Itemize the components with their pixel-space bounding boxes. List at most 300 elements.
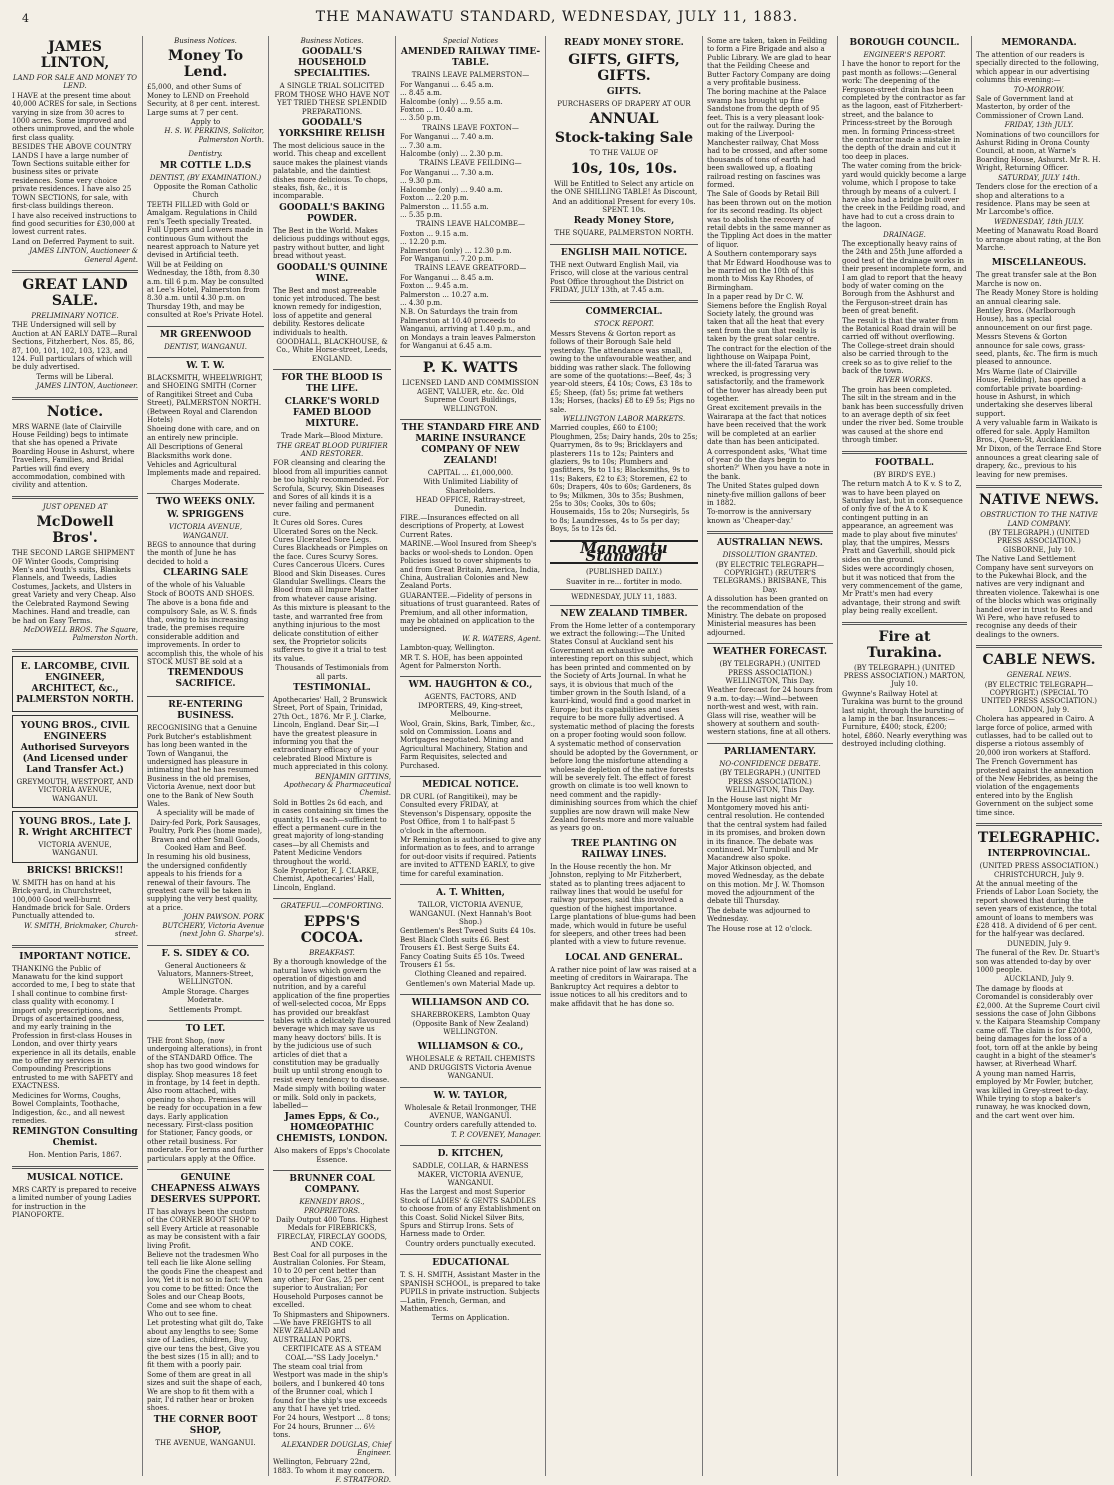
- ad-title: E. LARCOMBE, CIVIL ENGINEER, ARCHITECT, &c., PALMERSTON NORTH.: [16, 661, 134, 705]
- ad-title: TWO WEEKS ONLY.: [155, 497, 256, 508]
- article-subtitle: INTERPROVINCIAL.: [987, 849, 1091, 860]
- divider: [12, 496, 138, 499]
- ad-body: Daily Output 400 Tons. Highest Medals for FIREBRICKS, FIRECLAY, FIRECLAY GOODS, AND COKE.: [276, 1216, 388, 1250]
- ad-body: THANKING the Public of Manawatu for the kind support accorded to me, I beg to state that I shall continue to combine first-class quality with economy. I import only prescriptions, and Drugs of ascertained goodness, and my early training in the Profession in first-class Houses in London, and over thirty years experience in all its details, enable me to offer my services in Compounding Prescriptions entrusted to me with SAFETY and EXACTNESS.: [12, 964, 136, 1091]
- divider: [400, 1254, 541, 1255]
- ad-title: TO LET.: [185, 1023, 226, 1034]
- ad-title: GOODALL'S HOUSEHOLD SPECIALITIES.: [293, 47, 371, 80]
- article-title: LOCAL AND GENERAL.: [565, 952, 683, 963]
- article-parliamentary: [707, 747, 833, 933]
- ad-title: BRUNNER COAL COMPANY.: [289, 1174, 375, 1196]
- masthead-motto: Suaviter in re... fortiter in modo.: [566, 577, 682, 586]
- ad-body: TO THE VALUE OF: [589, 149, 659, 158]
- ad-title: WILLIAMSON AND CO.: [411, 998, 530, 1009]
- ad-heading: GOODALL'S YORKSHIRE RELISH: [278, 118, 386, 140]
- ad-body: GUARANTEE.—Fidelity of persons in situations of trust guaranteed. Rates of Premium, and all other information, may be obtained on application to the undersigned.: [400, 591, 540, 634]
- ad-subtitle: TAILOR, VICTORIA AVENUE, WANGANUI. (Next Hannah's Boot Shop.): [409, 901, 532, 926]
- divider: [147, 357, 264, 358]
- ad-address: VICTORIA AVENUE, WANGANUI.: [38, 840, 112, 858]
- dateline: WEDNESDAY, JULY 11, 1883.: [571, 593, 677, 602]
- timetable-heading: TRAINS LEAVE FOXTON—: [422, 123, 519, 132]
- ad-body: Wellington, February 22nd, 1883. To whom it may concern.: [273, 1458, 385, 1475]
- ad-body: THE Undersigned will sell by Auction at AN EARLY DATE—Rural Sections, Fitzherbert, Nos. 85, 86, 87, 100, 101, 102, 103, 123, and 124. Full particulars of which will be duly advertised.: [12, 321, 138, 372]
- timetable-row: For Wanganui ... 7.30 a.m.: [400, 168, 494, 177]
- ad-body: Gentlemen's Best Tweed Suits £4 10s. Best Black Cloth suits £6. Best Trousers £1. Best Serge Suits £4. Fancy Coating Suits £5 10s. Tweed Trousers £1 5s.: [400, 927, 536, 969]
- ad-brunner-coal: [273, 1174, 391, 1484]
- article-body: Mr Dixon, of the Terrace End Store announces a great clearing sale of drapery, &c., previous to his leaving for new premises.: [976, 445, 1102, 479]
- ad-corner-boot-shop: [147, 1173, 264, 1447]
- ad-address: THE AVENUE, WANGANUI.: [155, 1438, 256, 1447]
- ad-signature: W. SMITH, Brickmaker, Church-street.: [24, 921, 138, 939]
- column-2: [143, 36, 269, 1476]
- article-telegraphic: [976, 830, 1102, 1120]
- ad-title: WILLIAMSON & CO.,: [417, 1042, 524, 1053]
- ad-body: LICENSED LAND AND COMMISSION AGENT, VALUER, etc. &c. Old Supreme Court Buildings, WELLINGTON.: [402, 379, 539, 413]
- ad-subtitle: LAND FOR SALE AND MONEY TO LEND.: [12, 74, 137, 91]
- ad-body: To Shipmasters and Shipowners.—We have FREIGHTS to all NEW ZEALAND and AUSTRALIAN PORTS.: [273, 1310, 390, 1344]
- ad-body: MRS WARNE (late of Clairville House Feilding) begs to intimate that she has opened a Private Boarding House in Ashurst, where Travellers, Families, and Bridal Parties will find every accommodation, combined with civility and attention.: [12, 422, 135, 490]
- timetable-row: For Wanganui ... 6.45 a.m.: [400, 80, 494, 89]
- article-body: The House rose at 12 o'clock.: [707, 924, 813, 933]
- ad-address: Opposite the Roman Catholic Church: [153, 183, 258, 200]
- ad-heading: TESTIMONIAL.: [293, 682, 371, 693]
- divider: [550, 244, 698, 245]
- timetable-row: For Wanganui ... 7.40 a.m.: [400, 133, 494, 142]
- ad-signature: BENJAMIN GITTINS, Apothecary & Pharmaceutical Chemist.: [284, 772, 391, 798]
- ad-title: MR GREENWOOD: [159, 329, 252, 340]
- article-subtitle: SATURDAY, JULY 14th.: [997, 173, 1081, 182]
- ad-james-linton: [12, 39, 138, 264]
- ad-body: BESIDES THE ABOVE COUNTRY LANDS I have a large number of Town Sections suitable either for business sites or private residences. Some very choice private residences. I have also 25 TOWN SECTIONS, for sale, with first-class buildings thereon.: [12, 143, 132, 211]
- divider: [400, 994, 541, 995]
- section-label: Business Notices.: [300, 37, 364, 45]
- ad-body: FOR cleansing and clearing the blood from all impurities cannot be too highly recommended. For Scrofula, Scurvy, Skin Diseases and Sores of all kinds it is a never failing and permanent cure.: [273, 459, 389, 518]
- divider: [147, 1169, 264, 1170]
- article-body: Gwynne's Railway Hotel at Turakina was burnt to the ground last night, through the bursting of a lamp in the bar. Insurances:—Furniture, £400; stock, £200; hotel, £860. Nearly everything was destroyed including clothing.: [842, 689, 967, 749]
- divider: [12, 1166, 138, 1169]
- divider: [400, 676, 541, 677]
- column-3: [269, 36, 396, 1485]
- column-5: [546, 36, 703, 1476]
- ad-note: Charges Moderate.: [171, 478, 240, 487]
- ad-signature: JOHN PAWSON. PORK BUTCHERY, Victoria Avenue (next John G. Sharpe's).: [162, 913, 264, 939]
- ad-verse: Believe not the tradesmen Who tell each lie like Alone selling the goods Fine the cheapest and low, Yet it is not so in fact: When you come to be fitted: Once the Soles and our Cheap Boots, Come and see whom to cheat Who out to see fine.: [147, 1251, 263, 1318]
- ad-body: I HAVE at the present time about 40,000 ACRES for sale, in Sections varying in size from 30 acres to 1000 acres. Some improved and others unimproved, and the whole first class quality.: [12, 91, 137, 142]
- ad-subtitle: Wholesale & Retail Ironmonger, THE AVENUE, WANGANUI.: [404, 1103, 537, 1120]
- article-title: FOOTBALL.: [874, 457, 935, 468]
- ad-signature: JAMES LINTON, Auctioneer.: [36, 382, 138, 391]
- ad-body: Country orders carefully attended to.: [404, 1121, 537, 1130]
- article-cable-news: [976, 652, 1102, 817]
- ad-title: RE-ENTERING BUSINESS.: [168, 700, 243, 722]
- article-body: Sale of Government land at Masterton, by order of the Commissioner of Crown Land.: [976, 95, 1084, 120]
- ad-body: IT has always been the custom of the CORNER BOOT SHOP to sell Every Article at reasonable as may be consistent with a fair living Profit.: [147, 1208, 260, 1250]
- ad-signature: JAMES LINTON, Auctioneer & General Agent.: [29, 247, 138, 264]
- ad-body: Terms on Application.: [431, 1314, 510, 1323]
- article-body: Mrs Warne (late of Clairville House, Feilding), has opened a comfortable private boarding-house in Ashurst, in which undertaking she deserves liberal support.: [976, 367, 1093, 418]
- article-body: From the Home letter of a contemporary we extract the following:—The United States Consul at Auckland sent his Government an exhaustive and interesting report on this subject, which has been printed and commented on by the Society of Arts Journal. In what he says, it is obvious that much of the timber grown in the South Island, of a kauri-kind, would find a good market in Europe; but its capabilities and uses require to be more fully advertised. A systematic method of placing the forests on a proper footing would soon follow.: [550, 621, 696, 739]
- ad-name: W. SPRIGGENS: [167, 510, 244, 521]
- ad-pawson: [147, 700, 264, 938]
- divider: [400, 776, 541, 777]
- timetable-row: Foxton ... 9.45 a.m.: [400, 282, 469, 291]
- ad-body: WHOLESALE & RETAIL CHEMISTS AND DRUGGISTS Victoria Avenue WANGANUI.: [405, 1055, 536, 1081]
- masthead-subtitle: (PUBLISHED DAILY.): [586, 568, 662, 577]
- ad-body: Will be Entitled to Select any article on the ONE SHILLING TABLE! As Discount,: [550, 179, 698, 197]
- ad-body: RECOGNISING that a Genuine Pork Butcher's establishment has long been wanted in the Town of Wanganui, the undersigned has pleasure in intimating that he has resumed Business in the old premises, Victoria Avenue, next door but one to the Bank of New South Wales.: [147, 724, 259, 808]
- ad-heading: CERTIFICATE AS A STEAM COAL—"SS Lady Jocelyn.": [282, 1345, 382, 1362]
- ad-body: All Descriptions of General Blacksmiths work done.: [147, 443, 243, 460]
- article-body: Great excitement prevails in the Wairarapa at the fact that notices have been received that the work will be completed at an earlier date than has been anticipated.: [707, 404, 827, 447]
- ad-body: Apothecaries' Hall, 2 Brunswick Street, Port of Spain, Trinidad, 27th Oct., 1876. Mr F. J. Clarke, Lincoln, England. Dear Sir,—I have the greatest pleasure in informing you that the extraordinary efficacy of your celebrated Blood Mixture is much appreciated in this colony.: [273, 695, 389, 772]
- timetable-row: Palmerston ... 10.27 a.m.: [400, 290, 489, 299]
- ad-title: YOUNG BROS., CIVIL ENGINEERS Authorised Surveyors (And Licensed under Land Transfer Act.): [20, 720, 130, 775]
- article-body: The Ready Money Store is holding an annual clearing sale.: [976, 289, 1099, 306]
- article-body: The French Government has protested against the annexation of the New Hebrides, as being the violation of the engagements entered into by the English Government on the subject some time since.: [976, 758, 1098, 817]
- masthead: Manawatu Standard: [550, 540, 698, 565]
- divider: [976, 823, 1102, 826]
- divider: [550, 300, 698, 303]
- divider: [976, 645, 1102, 648]
- ad-body: PURCHASERS OF DRAPERY AT OUR: [557, 100, 691, 108]
- ad-ready-money-store: [550, 38, 698, 238]
- article-body: At the annual meeting of the Friends of Labor Loan Society, the report showed that during the seven years of existence, the total amount of loans to members was £28 418. A dividend of 6 per cent. for the half-year was declared.: [976, 879, 1099, 939]
- ad-title: YOUNG BROS., Late J. R. Wright ARCHITECT: [18, 816, 132, 838]
- article-source: (BY ELECTRIC TELEGRAPH—COPYRIGHT.) (REUTER'S TELEGRAMS.) BRISBANE, This Day.: [713, 560, 827, 594]
- article-body: The damage by floods at Coromandel is considerably over £2,000. At the Supreme Court civil sessions the case of John Gibbons v. the Kaipara Steamship Company came off. The claim is for £2000, being damages for the loss of a foot, torn off at the ankle by being caught in a bight of the steamer's hawser, at Riverhead Wharf.: [976, 984, 1101, 1069]
- article-body: The Sale of Goods by Retail Bill has been thrown out on the motion for its second reading. Its object was to abolish the recovery of retail debts in the same manner as the Tippling Act does in the matter of liquor.: [707, 190, 832, 249]
- ad-cottle-dentist: [147, 161, 264, 320]
- article-body: The funeral of the Rev. Dr. Stuart's son was attended to-day by over 1000 people.: [976, 949, 1100, 974]
- ad-title: McDowell Bros'.: [36, 514, 114, 547]
- divider: [400, 419, 541, 420]
- section-subtitle: WELLINGTON LABOR MARKETS.: [562, 414, 686, 423]
- ad-blacksmith: [147, 361, 264, 487]
- ad-apply: Apply to: [190, 118, 221, 127]
- article-subtitle: ENGINEER'S REPORT.: [863, 51, 946, 59]
- article-subtitle: WEDNESDAY, 18th JULY.: [994, 217, 1084, 226]
- article-local-general: [550, 953, 698, 1008]
- ad-body: Gentlemen's own Material Made up.: [405, 979, 536, 988]
- article-title: TREE PLANTING ON RAILWAY LINES.: [571, 838, 677, 860]
- ad-signature: W. R. WATERS, Agent.: [462, 634, 541, 643]
- ad-address: THE SQUARE, PALMERSTON NORTH.: [554, 229, 694, 238]
- ad-body: The above is a bona fide and compulsory Sale, as W. S. finds that, owing to his increasing trade, the premises require considerable addition and improvements. In order to accomplish this, the whole of his STOCK MUST BE sold at a: [147, 599, 264, 666]
- article-body: A young man named Harris, employed by Mr Fowler, butcher, was killed in Grey-street to-day. While trying to stop a baker's runaway, he was knocked down, and the cart went over him.: [976, 1069, 1094, 1120]
- section-label: Dentistry.: [188, 150, 223, 159]
- ad-subtitle: THE GREAT BLOOD PURIFIER AND RESTORER.: [276, 441, 388, 458]
- article-subtitle: DRAINAGE.: [883, 230, 926, 239]
- timetable-row: ... 12.20 p.m.: [400, 238, 447, 247]
- article-body: Major Atkinson objected, and moved Wednesday, as the debate on this motion. Mr J. W. Thomson moved the adjournment of the debate till Thursday.: [707, 863, 825, 906]
- ad-title: MR COTTLE L.D.S: [159, 160, 252, 171]
- article-subtitle: DISSOLUTION GRANTED.: [722, 551, 818, 560]
- ad-body: The steam coal trial from Westport was made in the ship's boilers, and I bunkered 40 tons of the Brunner coal, which I found for the ship's use exceeds any that I have yet tried.: [273, 1362, 388, 1413]
- ad-heading: CLARKE'S WORLD FAMED BLOOD MIXTURE.: [284, 397, 380, 430]
- article-weather-forecast: [707, 647, 833, 737]
- article-body: The exceptionally heavy rains of the 24th and 25th June afforded a good test of the drainage works in their present incomplete form, and I am glad to report that the heavy body of water coming on the Borough from the Ashhurst and the Ferguson-street drain has been of great benefit.: [842, 239, 967, 316]
- article-body: The groin has been completed. The silt in the stream and in the bank has been successfully driven to an average depth of six feet under the river bed. Some trouble was caused at the shore end through timber.: [842, 385, 964, 445]
- ad-body: DR CURL (of Rangitikei), may be Consulted every FRIDAY, at Stevenson's Dispensary, opposite the Post Office, from 1 to half-past 5 o'clock in the afternoon.: [400, 793, 532, 835]
- ad-heading: ANNUAL: [589, 111, 659, 128]
- ad-body: Clothing Cleaned and repaired.: [414, 970, 527, 979]
- timetable-row: For Wanganui ... 7.20 p.m.: [400, 254, 494, 263]
- ad-body: And an additional Present for every 10s. SPENT. 10s.: [552, 197, 696, 215]
- ad-body: Shoeing done with care, and on an entirely new principle.: [147, 425, 260, 442]
- timetable-row: ... 4.30 p.m.: [400, 298, 443, 307]
- ad-title: BRICKS! BRICKS!!: [26, 865, 124, 876]
- ad-title: W. T. W.: [186, 360, 225, 371]
- ad-body: Best Coal for all purposes in the Australian Colonies. For Steam, 10 to 20 per cent better than any other; For Gas, 25 per cent superior to Australian; For Household Purposes cannot be excelled.: [273, 1250, 388, 1310]
- timetable-row: Foxton ... 2.20 p.m.: [400, 194, 469, 203]
- ad-trademark: Trade Mark—Blood Mixture.: [281, 432, 383, 441]
- ad-whitten: [400, 888, 541, 988]
- timetable-row: Foxton ... 10.40 a.m.: [400, 106, 473, 115]
- divider: [273, 898, 391, 899]
- ad-subtitle: SADDLE, COLLAR, & HARNESS MAKER, VICTORIA AVENUE, WANGANUI.: [412, 1162, 529, 1188]
- ad-title: TREMENDOUS SACRIFICE.: [167, 668, 244, 690]
- ad-signature: ALEXANDER DOUGLAS, Chief Engineer.: [281, 1440, 391, 1457]
- ad-title: READY MONEY STORE.: [564, 38, 684, 48]
- article-body: Messrs Stevens & Gorton report as follows of their Borough Sale held yesterday. The attendance was small, owing to the unfavourable weather, and bidding was rather slack. The following are some of the quotations:—Beef, 4s; 3 year-old steers, £4 10s; Cows, £3 18s to £5; Sheep, (fat) 5s; prime fat wethers 13s; Horses, (hacks) £8 to £9 5s; Pigs no sale.: [550, 329, 695, 414]
- ad-signature: H. S. W. PERKINS, Solicitor, Palmerston North.: [164, 127, 264, 144]
- ad-title: JAMES LINTON,: [40, 39, 110, 71]
- ad-body: The Best and most agreeable tonic yet introduced. The best known remedy for indigestion, loss of appetite and general debility. Restores delicate individuals to health.: [273, 286, 382, 337]
- ad-greenwood: [147, 330, 264, 351]
- ad-body: HEAD OFFICE, Rattray-street, Dunedin.: [415, 496, 526, 513]
- column-8: [972, 36, 1106, 1476]
- article-body: The water coming from the brick-yard would quickly become a large volume, which I propose to take through by means of a culvert. I have also had a bridge built over the creek in the Feilding road, and have had to cut a cross drain to the lagoon.: [842, 162, 967, 230]
- article-title: WEATHER FORECAST.: [712, 647, 828, 658]
- article-body: In the House last night Mr Montgomery moved his anti-central resolution. He contended that the central system had failed in its promises, and broken down in its finance. The debate was continued. Mr Turnbull and Mr Macandrew also spoke.: [707, 795, 827, 863]
- article-body: To-morrow is the anniversary known as 'Cheaper-day.': [707, 508, 812, 525]
- ad-title: THE STANDARD FIRE AND MARINE INSURANCE COMPANY OF NEW ZEALAND!: [401, 423, 540, 467]
- ad-title: D. KITCHEN,: [437, 1149, 504, 1160]
- article-title: MEMORANDA.: [1001, 38, 1077, 48]
- ad-body: With Unlimited Liability of Shareholders.: [423, 478, 518, 495]
- article-body: Some are taken, taken in Feilding to form a Fire Brigade and also a Public Library. We are glad to hear that the Feilding Cheese and Butter Factory Company are doing a very profitable business.: [707, 37, 831, 88]
- article-body: Weather forecast for 24 hours from 9 a.m. to-day:—Wind—between north-west and west, with rain. Glass will rise, weather will be showery at southern and south-western stations, fine at all others.: [707, 686, 833, 737]
- ad-notice-warne: [12, 404, 138, 490]
- article-body: The great transfer sale at the Bon Marche is now on.: [976, 271, 1097, 288]
- ad-body: £5,000, and other Sums of Money to LEND on Freehold Security, at 8 per cent. interest. Large sums at 7 per cent.: [147, 83, 260, 117]
- article-body: A rather nice point of law was raised at a meeting of creditors in Wairarapa. The Bankruptcy Act requires a debtor to issue notices to all his creditors and to make affidavit that he has done so.: [550, 965, 697, 1008]
- timetable-heading: TRAINS LEAVE PALMERSTON—: [411, 71, 530, 80]
- ad-important-notice: [12, 952, 138, 1160]
- ad-clarke-blood-mixture: [273, 373, 391, 892]
- timetable-heading: TRAINS LEAVE HALCOMBE—: [415, 220, 526, 229]
- article-title: NEW ZEALAND TIMBER.: [560, 608, 688, 619]
- article-subtitle: OBSTRUCTION TO THE NATIVE LAND COMPANY.: [980, 511, 1098, 528]
- ad-body: Also makers of Epps's Chocolate Essence.: [274, 1147, 390, 1164]
- ad-body: Sold in Bottles 2s 6d each, and in cases containing six times the quantity, 11s each—sufficient to effect a permanent cure in the great majority of long-standing cases—by all Chemists and Patent Medicine Vendors throughout the world.: [273, 798, 389, 866]
- timetable-note: N.B. On Saturdays the train from Palmerston at 10.40 proceeds to Wanganui, arriving at 1.40 p.m., and on Mondays a train leaves Palmerston for Wanganui at 6.45 a.m.: [400, 308, 536, 350]
- article-tree-planting: [550, 839, 698, 947]
- ad-subtitle: JUST OPENED AT: [42, 502, 108, 511]
- article-title: Fire at Turakina.: [867, 628, 942, 661]
- ad-body: A speciality will be made of: [156, 809, 255, 818]
- ad-body: TEETH FILLED with Gold or Amalgam. Regulations in Child ren's Teeth specially Treated. Full Uppers and Lowers made in continuous Gum without the nearest approach to Nature yet devised in Artificial teeth.: [147, 200, 264, 260]
- ad-body: Land on Deferred Payment to suit.: [12, 237, 135, 246]
- page-number: 4: [22, 12, 29, 25]
- divider: [147, 493, 264, 494]
- article-body: A Southern contemporary says that Mr Edward Hoodhouse was to be married on the 10th of this month to Miss Kay Rhodes, of Birmingham.: [707, 250, 832, 292]
- article-source: (BY TELEGRAPH.) (UNITED PRESS ASSOCIATION.) WELLINGTON, This Day.: [719, 660, 821, 686]
- article-body: Meeting of Manawatu Road Board to arrange about rating, at the Bon Marche.: [976, 227, 1101, 252]
- ad-spriggens: [147, 497, 264, 690]
- article-body: Nominations of two councillors for Ashurst Riding in Orona County Council, at noon, at Warne's Boarding House, Ashurst. Mr R. H. Wright, Returning Officer.: [976, 130, 1101, 173]
- ad-signature: REMINGTON Consulting Chemist.: [12, 1127, 138, 1149]
- divider: [12, 270, 138, 273]
- commercial-section: [550, 307, 698, 533]
- ad-body: Settlements Prompt.: [168, 1005, 243, 1014]
- section-label: Business Notices.: [174, 37, 237, 45]
- ad-subtitle: PRELIMINARY NOTICE.: [31, 311, 119, 320]
- section-subtitle: STOCK REPORT.: [594, 320, 654, 329]
- ad-body: FIRE.—Insurances effected on all descriptions of Property, at Lowest Current Rates.: [400, 514, 524, 539]
- ad-kitchen: [400, 1149, 541, 1248]
- section-title: COMMERCIAL.: [585, 307, 663, 318]
- ad-young-bros-architect: [12, 811, 138, 863]
- article-title: NATIVE NEWS.: [979, 492, 1099, 509]
- ad-body: In resuming his old business, the undersigned confidently appeals to his friends for a renewal of their favours. The greatest care will be taken in supplying the very best quality, at a price.: [147, 853, 258, 912]
- ad-title: EPPS'S COCOA.: [300, 913, 364, 946]
- article-nz-timber: [550, 609, 698, 833]
- ad-title: A. T. Whitten,: [436, 888, 505, 899]
- column-4: [396, 36, 546, 1476]
- article-dateline: DUNEDIN, July 9.: [1007, 939, 1071, 948]
- ad-title: MUSICAL NOTICE.: [26, 1172, 124, 1183]
- divider: [400, 356, 541, 357]
- ad-title: EDUCATIONAL: [432, 1258, 509, 1269]
- ad-haughton: [400, 680, 541, 770]
- article-body: The attention of our readers is specially directed to the following, which appear in our advertising columns this evening:—: [976, 51, 1099, 85]
- ad-body: Ample Storage. Charges Moderate.: [162, 987, 249, 1005]
- ad-signature: Ready Money Store,: [573, 216, 675, 227]
- article-body: The boring machine at the Palace swamp has brought up fine Sandstone from the depth of 95 feet. This is a very pleasant look-out for the railway. During the making of the Liverpool-Manchester railway, Chat Moss had to be crossed, and after some thousands of tons of earth had been swallowed up, a floating railroad resting on fascines was formed.: [707, 88, 828, 189]
- ad-musical-notice: [12, 1173, 138, 1220]
- article-source: (BY TELEGRAPH.) (UNITED PRESS ASSOCIATION.) GISBORNE, July 10.: [988, 528, 1090, 554]
- timetable-row: ... 3.50 p.m.: [400, 114, 443, 123]
- ad-mcdowell: [12, 503, 138, 643]
- article-memoranda: [976, 38, 1102, 252]
- ad-body: CAPITAL ... £1,000,000.: [427, 469, 514, 478]
- article-subtitle: TO-MORROW.: [1013, 85, 1065, 94]
- article-body: The result is that the water from the Botanical Road drain will be carried off without overflowing. The College-street drain should also be carried through to the creek so as to give relief to the back of the town.: [842, 316, 959, 376]
- ad-body: BLACKSMITH, WHEELWRIGHT, and SHOEING SMITH (Corner of Rangitikei Street and Cuba Street), PALMERSTON NORTH. (Between Royal and Clarendon Hotels): [147, 373, 263, 424]
- english-mail-notice: [550, 248, 698, 295]
- article-native-news: [976, 492, 1102, 639]
- section-label: Special Notices: [442, 37, 499, 45]
- article-body: Sides were accordingly chosen, but it was noticed that from the very commencement of the game, Mr Pratt's men had every advantage, their strong and swift play being really excellent.: [842, 565, 963, 616]
- ad-bricks: [12, 866, 138, 939]
- article-body: The Native Land Settlement Company have sent surveyors on to the Pukewhai Block, and the natives are very indignant and threaten violence. Takewhai is one of the blocks which was originally handed over in trust to Rees and Wi Pere, who have refused to recognise any deeds of their dealings to the owners.: [976, 555, 1100, 639]
- article-body: Married couples, £60 to £100; Ploughmen, 25s; Dairy hands, 20s to 25s; Quarrymen, 8s to 9s; Bricklayers and plasterers 11s to 12s; Painters and glaziers, 9s to 10s; Plumbers and gasfitters, 9s to 11s; Blacksmiths, 9s to 11s; Bakers, £2 to £3; Storemen, £2 to 60s; Drapers, 40s to 60s; Gardeners, 8s to 9s; Milkmen, 30s to 35s; Bushmen, 25s to 30s; Cooks, 30s to 60s; Housemaids, 15s to 20s; Nursegirls, 5s to 8s; Laundresses, 4s to 5s per day; Boys, 5s to 12s 6d.: [550, 424, 698, 534]
- article-body: In the House recently the hon. Mr Johnston, replying to Mr Fitzherbert, stated as to planting trees adjacent to railway lines that would be useful for railway purposes, said this involved a question of the highest importance. Large plantations of blue-gums had been made, which would in future be useful for sleepers, and other trees had been planted with a view to future revenue.: [550, 862, 696, 947]
- ad-body: THE next Outward English Mail, via Frisco, will close at the various central Post Office throughout the District on FRIDAY, JULY 13th, at 7.45 a.m.: [550, 260, 689, 295]
- ad-body: Dairy-fed Pork, Pork Sausages, Poultry, Pork Pies (home made), Brawn and other Small Goods, Cooked Ham and Beef.: [148, 818, 263, 853]
- ad-body: MR T. S. HOE, has been appointed Agent for Palmerston North.: [400, 653, 523, 670]
- ad-heading: GOODALL'S BAKING POWDER.: [279, 202, 385, 224]
- ad-note: Hon. Mention Paris, 1867.: [28, 1151, 122, 1160]
- article-body: In a paper read by Dr C. W. Siemens before the English Royal Society lately, the ground was taken that all the heat that every sent from the sun that really is taken by the great solar centre.: [707, 293, 827, 344]
- timetable-row: Palmerston (only) ... 12.30 p.m.: [400, 246, 512, 255]
- article-body: Tenders close for the erection of a shop and alterations to a residence. Plans may be seen at Mr Larcombe's office.: [976, 183, 1098, 217]
- ad-title: W. W. TAYLOR,: [433, 1090, 508, 1101]
- article-local-continued: [707, 37, 833, 525]
- ad-body: Has the Largest and most Superior Stock of LADIES' & GENTS SADDLES to choose from of any Establishment on this Coast. Solid Nickel Silver Bits, Spurs and Stirrup Irons. Sets of Harness made to Order.: [400, 1188, 541, 1239]
- divider: [12, 649, 138, 652]
- article-body: Messrs Stevens & Gorton announce for sale cows, grass-seed, plants, &c. The firm is much pleased to announce.: [976, 333, 1098, 367]
- ad-body: I have also received instructions to find good securities for £30,000 at lowest current rates.: [12, 211, 137, 237]
- article-subtitle: FRIDAY, 13th JULY.: [1004, 121, 1074, 130]
- divider: [707, 643, 833, 644]
- ad-heading: Stock-taking Sale: [554, 130, 694, 147]
- article-source: (BY BIRD'S EYE.): [873, 470, 936, 479]
- ad-terms: Terms will be Liberal.: [36, 372, 114, 381]
- ad-body: For 24 hours, Westport ... 8 tons; For 24 hours, Brunner ... 6½ tons.: [273, 1414, 391, 1440]
- ad-title: Money To Lend.: [167, 48, 244, 81]
- ad-body: The Best in the World. Makes delicious puddings without eggs, pastry without butter, and light bread without yeast.: [273, 226, 391, 261]
- ad-body: THE front Shop, (now undergoing alterations), in front of the STANDARD Office. The shop has two good windows for display. Shop measures 18 feet in frontage, by 14 feet in depth. Also room attached, with opening to shop. Premises will be ready for occupation in a few days. Early application necessary. First-class position for Stationer, Fancy goods, or other retail business. For moderate. For terms and further particulars apply at the Office.: [147, 1036, 264, 1163]
- ad-title: P. K. WATTS: [422, 360, 519, 377]
- ad-subtitle: BREAKFAST.: [309, 948, 355, 957]
- ad-address: VICTORIA AVENUE, WANGANUI.: [168, 523, 243, 540]
- ad-heading: GOODALL'S QUININE WINE.: [276, 262, 388, 284]
- divider: [147, 696, 264, 697]
- ad-signature: James Epps, & Co., HOMŒOPATHIC CHEMISTS, LONDON.: [276, 1112, 388, 1145]
- ad-body: Vehicles and Agricultural Implements made and repaired.: [147, 461, 261, 478]
- article-body: A very valuable farm in Waikato is offered for sale. Apply Hamilton Bros., Queen-St, Auckland.: [976, 419, 1098, 445]
- divider: [273, 369, 391, 370]
- timetable-heading: TRAINS LEAVE FEILDING—: [419, 159, 522, 168]
- divider: [842, 451, 967, 454]
- timetable-row: Palmerston ... 11.55 a.m.: [400, 202, 489, 211]
- ad-body: It Cures old Sores. Cures Ulcerated Sores on the Neck. Cures Ulcerated Sore Legs. Cures Blackheads or Pimples on the face. Cures Scurvy Sores. Cures Cancerous Ulcers. Cures Blood and Skin Diseases. Cures Glandular Swellings. Clears the Blood from all Impure Matter from whatever cause arising.: [273, 519, 388, 603]
- ad-body: of the whole of his Valuable Stock of BOOTS AND SHOES.: [147, 581, 255, 598]
- divider: [273, 1170, 391, 1171]
- ad-body: MARINE.—Wool Insured from Sheep's backs or wool-sheds to London. Open Policies issued to cover shipments to and from Great Britain, America, India, China, Australian Colonies and New Zealand Ports.: [400, 540, 540, 591]
- ad-signature: McDOWELL BROS. The Square, Palmerston North.: [23, 625, 138, 643]
- article-body: Bentley Bros. (Marlborough House), has a special announcement on our first page.: [976, 306, 1093, 332]
- timetable-row: ... 7.30 a.m.: [400, 141, 442, 150]
- article-title: BOROUGH COUNCIL.: [849, 38, 960, 48]
- ad-watts: [400, 360, 541, 413]
- divider: [147, 1020, 264, 1021]
- article-body: I have the honor to report for the past month as follows:—General work: The deepening of the Ferguson-street drain has been completed by the contractor as far as the lagoon, east of Fitzherbert-street, and the balance to Princess-street by the Borough men. In forming Princess-street the contractor made a mistake in the depth of the drain and cut it too deep in places.: [842, 60, 966, 161]
- divider: [400, 1087, 541, 1088]
- ad-taylor: [400, 1091, 541, 1140]
- ad-body: SHAREBROKERS, Lambton Quay (Opposite Bank of New Zealand) WELLINGTON.: [410, 1011, 531, 1036]
- ad-body: Medicines for Worms, Coughs, Bowel Complaints, Toothache, Indigestion, &c., and all newest remedies.: [12, 1091, 125, 1125]
- timetable-row: Halcombe (only) ... 9.40 a.m.: [400, 185, 503, 194]
- divider: [550, 605, 698, 606]
- timetable-row: Foxton ... 9.15 a.m.: [400, 229, 469, 238]
- article-subtitle: GENERAL NEWS.: [1006, 671, 1072, 680]
- ad-sidey: [147, 949, 264, 1014]
- newspaper-page: [8, 36, 1106, 1485]
- ad-body: MRS CARTY is prepared to receive a limited number of young Ladies for instruction in the PIANOFORTE.: [12, 1185, 137, 1219]
- article-body: The contract for the election of the lighthouse on Waipapa Point, where the ill-fated Tararua was wrecked, is progressing very satisfactorily, and the framework of the tower has already been put together.: [707, 344, 832, 404]
- ad-title: CLEARING SALE: [163, 568, 248, 579]
- ad-title: MEDICAL NOTICE.: [422, 780, 519, 791]
- column-6: [703, 36, 838, 1476]
- ad-shop-to-let: [147, 1024, 264, 1163]
- railway-timetable: [400, 47, 541, 350]
- divider: [400, 884, 541, 885]
- article-subtitle: NO-CONFIDENCE DEBATE.: [719, 759, 821, 768]
- timetable-row: ... 5.35 p.m.: [400, 210, 443, 219]
